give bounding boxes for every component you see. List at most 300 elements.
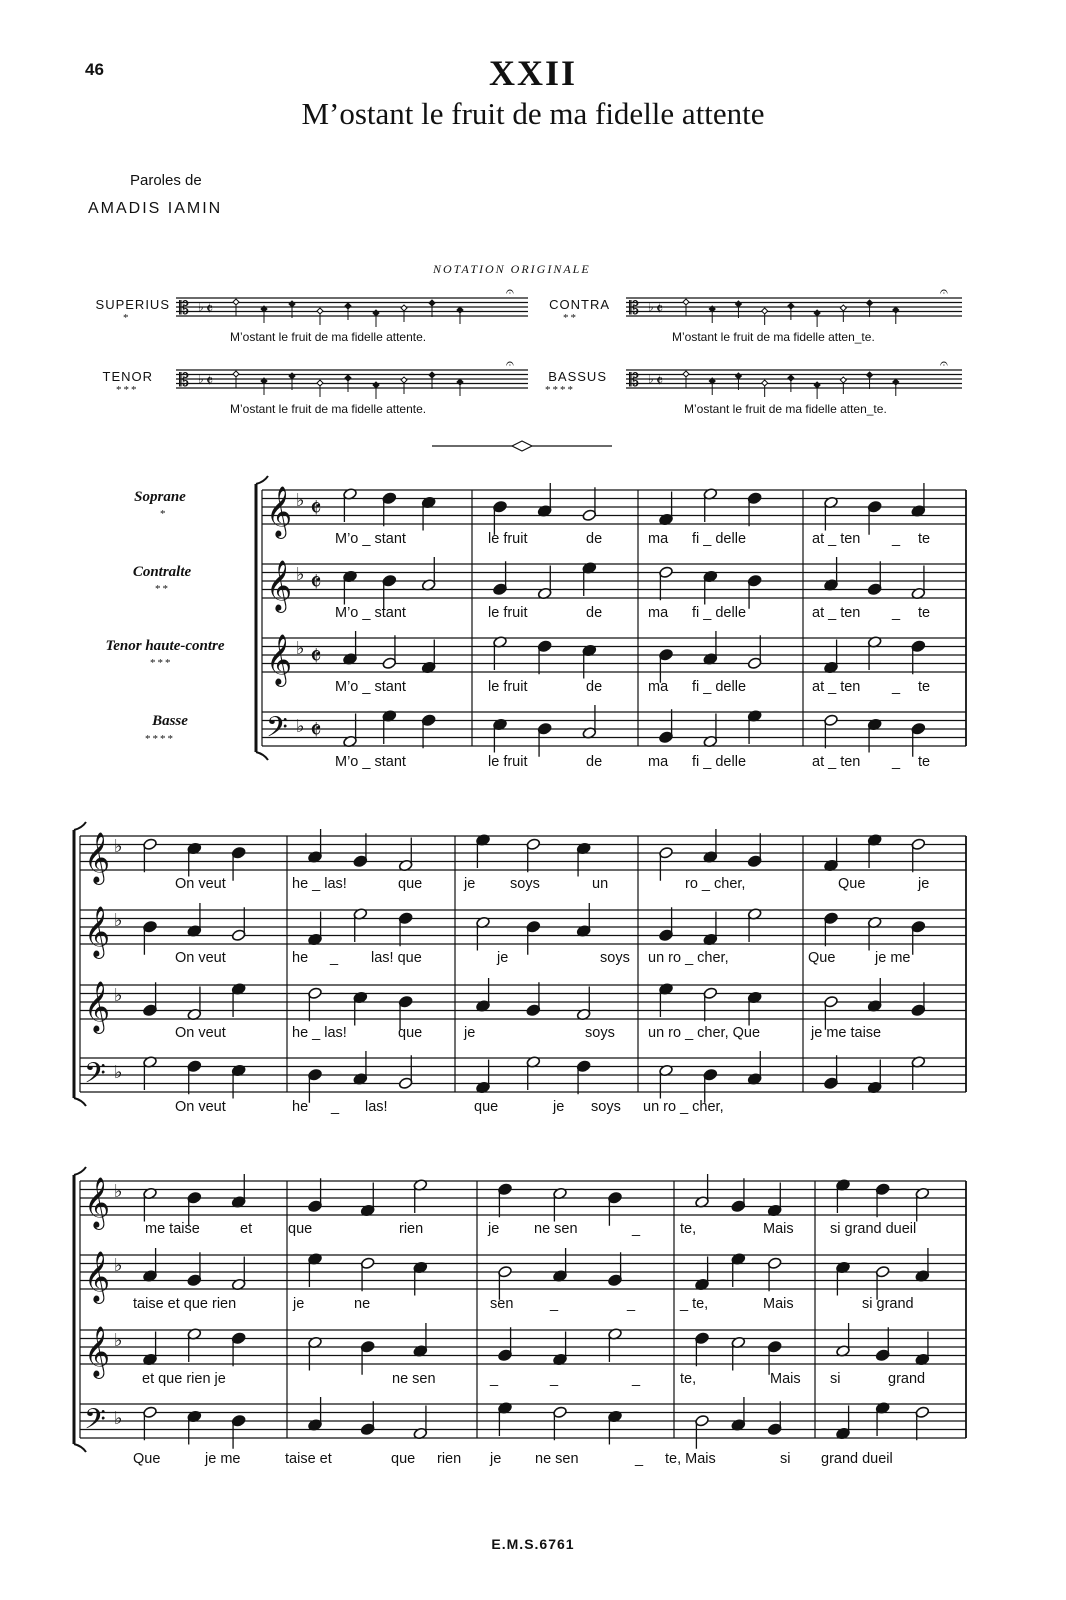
treble-clef-icon: 𝄞 <box>84 906 111 957</box>
note <box>382 710 397 744</box>
flat-icon: ♭ <box>114 1181 123 1202</box>
cut-time-icon: 𝄵 <box>310 716 322 746</box>
mensural-note <box>317 308 323 314</box>
note <box>231 1414 246 1448</box>
note <box>143 838 158 872</box>
note <box>360 1401 375 1435</box>
lyric-s3-v3: _ <box>550 1371 559 1387</box>
note <box>413 1179 428 1213</box>
mensural-note <box>762 308 768 314</box>
system-3-staff-2 <box>80 1255 966 1289</box>
note <box>695 1174 710 1208</box>
note <box>659 492 674 526</box>
note <box>703 488 718 522</box>
cut-time-icon: 𝄵 <box>310 568 322 598</box>
note <box>421 714 436 748</box>
lyric-s1-v2: _ <box>892 605 901 621</box>
note <box>576 1060 591 1094</box>
note <box>308 912 323 946</box>
note <box>747 991 762 1025</box>
bracket-hook-top <box>74 1167 86 1175</box>
note <box>493 718 508 752</box>
lyric-s3-v3: grand <box>888 1371 926 1387</box>
note <box>231 846 246 880</box>
note <box>308 829 323 863</box>
lyric-s1-v3: de <box>586 679 603 695</box>
note <box>767 1340 782 1374</box>
lyric-s1-v4: at _ ten <box>812 754 861 770</box>
cut-time-icon: 𝄵 <box>206 371 214 390</box>
note <box>143 1056 158 1090</box>
orig-lyric-bassus: M’ostant le fruit de ma fidelle atten_te. <box>684 402 887 416</box>
note <box>187 1252 202 1286</box>
note <box>143 982 158 1016</box>
note <box>343 570 358 604</box>
note <box>553 1332 568 1366</box>
note <box>231 1064 246 1098</box>
voice-contralte-mark: ** <box>155 583 170 595</box>
flat-icon: ♭ <box>114 1330 123 1351</box>
note <box>824 1055 839 1089</box>
lyric-s3-v4: te, Mais <box>665 1451 716 1467</box>
note <box>867 636 882 670</box>
lyric-s3-v3: ne sen <box>392 1371 436 1387</box>
lyric-s1-v2: le fruit <box>488 605 528 621</box>
note <box>747 1051 762 1085</box>
mensural-note <box>233 371 239 377</box>
lyric-s3-v1: que <box>288 1221 313 1237</box>
bass-clef-icon: 𝄢 <box>266 711 288 751</box>
note <box>537 566 552 600</box>
lyric-s3-v3: _ <box>632 1371 641 1387</box>
lyric-s3-v3: et que rien je <box>142 1371 226 1387</box>
note <box>695 1257 710 1291</box>
lyric-s3-v1: Mais <box>763 1221 794 1237</box>
flat-icon: ♭ <box>114 1062 123 1083</box>
bass-clef-icon: 𝄢 <box>84 1403 106 1443</box>
note <box>731 1336 746 1370</box>
lyric-s1-v4: de <box>586 754 603 770</box>
voice-tenor-haute-contre-mark: *** <box>150 657 173 669</box>
note <box>360 1340 375 1374</box>
lyric-s2-v4: las! <box>365 1099 388 1115</box>
orig-voice-superius: SUPERIUS <box>95 297 170 312</box>
lyric-s2-v3: que <box>398 1025 423 1041</box>
lyric-s1-v1: de <box>586 531 603 547</box>
lyric-s2-v3: soys <box>585 1025 615 1041</box>
note <box>143 1248 158 1282</box>
note <box>875 1402 890 1436</box>
note <box>824 912 839 946</box>
lyric-s2-v2: je me <box>875 950 911 966</box>
flat-icon: ♭ <box>198 372 204 386</box>
mensural-note <box>762 380 768 386</box>
lyric-s2-v4: soys <box>591 1099 621 1115</box>
lyric-s2-v2: _ <box>330 950 339 966</box>
note <box>867 978 882 1012</box>
note <box>382 635 397 669</box>
note <box>537 640 552 674</box>
lyric-s1-v3: te <box>918 679 931 695</box>
orig-lyric-tenor: M’ostant le fruit de ma fidelle attente. <box>230 402 427 416</box>
note <box>824 714 839 748</box>
note <box>231 983 246 1017</box>
lyric-s3-v2: _ te, <box>680 1296 709 1312</box>
mensural-note <box>345 303 351 309</box>
lyric-s3-v4: ne sen <box>535 1451 579 1467</box>
note <box>747 908 762 942</box>
lyric-s2-v4: un ro _ cher, <box>643 1099 724 1115</box>
note <box>836 1261 851 1295</box>
system-3-staff-1 <box>80 1181 966 1215</box>
orig-voice-bassus: BASSUS <box>548 369 607 384</box>
note <box>353 833 368 867</box>
incipit-contra-staff <box>626 298 962 316</box>
note <box>526 838 541 872</box>
lyric-s1-v4: le fruit <box>488 754 528 770</box>
note <box>526 920 541 954</box>
orig-lyric-superius: M’ostant le fruit de ma fidelle attente. <box>230 330 427 344</box>
mensural-note <box>345 375 351 381</box>
cut-time-icon: 𝄵 <box>310 494 322 524</box>
note <box>731 1178 746 1212</box>
bracket-hook-top <box>256 476 268 484</box>
note <box>836 1179 851 1213</box>
note <box>582 562 597 596</box>
note <box>867 916 882 950</box>
note <box>911 838 926 872</box>
custos-icon: 𝄐 <box>940 356 948 372</box>
lyric-s3-v3: _ <box>490 1371 499 1387</box>
note <box>382 492 397 526</box>
note <box>915 1406 930 1440</box>
note <box>187 1060 202 1094</box>
lyric-s2-v2: las! que <box>371 950 422 966</box>
note <box>659 983 674 1017</box>
note <box>498 1402 513 1436</box>
flat-icon: ♭ <box>648 372 654 386</box>
flat-icon: ♭ <box>296 638 305 659</box>
note <box>911 1056 926 1090</box>
lyric-s3-v1: si grand dueil <box>830 1221 917 1237</box>
lyric-s1-v4: fi _ delle <box>692 754 747 770</box>
lyric-s2-v4: On veut <box>175 1099 226 1115</box>
mensural-note <box>429 300 435 306</box>
lyric-s2-v4: _ <box>331 1099 340 1115</box>
lyric-s3-v4: Que <box>133 1451 161 1467</box>
system-1-staff-3 <box>262 638 966 672</box>
mensural-note <box>788 303 794 309</box>
note <box>360 1183 375 1217</box>
lyric-s3-v4: je me <box>205 1451 241 1467</box>
mensural-note <box>867 372 873 378</box>
lyric-s3-v4: _ <box>635 1451 644 1467</box>
lyric-s2-v1: On veut <box>175 876 226 892</box>
note <box>767 1183 782 1217</box>
lyric-s2-v2: soys <box>600 950 630 966</box>
note <box>308 1178 323 1212</box>
custos-icon: 𝄐 <box>506 284 514 300</box>
note <box>187 1328 202 1362</box>
note <box>308 1253 323 1287</box>
lyric-s1-v3: ma <box>648 679 669 695</box>
treble-clef-icon: 𝄞 <box>266 634 293 685</box>
note <box>836 1406 851 1440</box>
note <box>398 1055 413 1089</box>
lyric-s2-v4: he <box>292 1099 309 1115</box>
flat-icon: ♭ <box>114 985 123 1006</box>
lyric-s1-v1: fi _ delle <box>692 531 747 547</box>
lyric-s1-v1: te <box>918 531 931 547</box>
lyric-s2-v1: je <box>464 876 476 892</box>
note <box>867 1060 882 1094</box>
credit-label: Paroles de <box>130 172 202 189</box>
note <box>695 1332 710 1366</box>
mensural-note <box>429 372 435 378</box>
flat-icon: ♭ <box>114 1255 123 1276</box>
note <box>308 1336 323 1370</box>
system-1-staff-2 <box>262 564 966 598</box>
note <box>187 903 202 937</box>
note <box>526 1056 541 1090</box>
mensural-note <box>683 299 689 305</box>
flat-icon: ♭ <box>648 300 654 314</box>
flat-icon: ♭ <box>114 910 123 931</box>
note <box>824 640 839 674</box>
notation-label: NOTATION ORIGINALE <box>433 262 591 276</box>
lyric-s3-v2: si grand <box>862 1296 914 1312</box>
lyric-s3-v2: Mais <box>763 1296 794 1312</box>
note <box>553 1406 568 1440</box>
note <box>703 570 718 604</box>
cut-time-icon: 𝄵 <box>656 299 664 318</box>
note <box>659 709 674 743</box>
note <box>582 644 597 678</box>
note <box>187 842 202 876</box>
lyric-s3-v1: me taise <box>145 1221 200 1237</box>
note <box>824 557 839 591</box>
note <box>231 1332 246 1366</box>
lyric-s3-v1: je <box>488 1221 500 1237</box>
lyric-s3-v2: sen <box>490 1296 514 1312</box>
note <box>476 834 491 868</box>
note <box>353 908 368 942</box>
divider-diamond <box>512 441 532 451</box>
note <box>353 991 368 1025</box>
treble-clef-icon: 𝄞 <box>84 1326 111 1377</box>
lyric-s1-v1: _ <box>892 531 901 547</box>
lyric-s1-v3: at _ ten <box>812 679 861 695</box>
note <box>836 1323 851 1357</box>
incipit-bassus-staff <box>626 370 962 388</box>
bracket-hook-top <box>74 822 86 830</box>
c-clef-icon: 𝄡 <box>179 370 190 391</box>
note <box>695 1414 710 1448</box>
note <box>231 907 246 941</box>
note <box>659 566 674 600</box>
treble-clef-icon: 𝄞 <box>84 832 111 883</box>
lyric-s2-v1: soys <box>510 876 540 892</box>
note <box>343 631 358 665</box>
lyric-s2-v2: Que <box>808 950 836 966</box>
lyric-s1-v1: le fruit <box>488 531 528 547</box>
flat-icon: ♭ <box>296 564 305 585</box>
note <box>747 635 762 669</box>
system-3-staff-3 <box>80 1330 966 1364</box>
lyric-s1-v1: at _ ten <box>812 531 861 547</box>
system-1-staff-1 <box>262 490 966 524</box>
lyric-s3-v4: taise et <box>285 1451 332 1467</box>
voice-basse: Basse <box>152 713 188 729</box>
lyric-s1-v4: ma <box>648 754 669 770</box>
lyric-s2-v2: un ro _ cher, <box>648 950 729 966</box>
note <box>553 1248 568 1282</box>
mensural-note <box>867 300 873 306</box>
note <box>576 842 591 876</box>
orig-voice-tenor-mark: *** <box>116 384 139 396</box>
note <box>703 631 718 665</box>
treble-clef-icon: 𝄞 <box>266 486 293 537</box>
publisher-catalog-number: E.M.S.6761 <box>491 1536 575 1552</box>
lyric-s3-v2: _ <box>550 1296 559 1312</box>
note <box>143 1187 158 1221</box>
note <box>911 566 926 600</box>
c-clef-icon: 𝄡 <box>629 370 640 391</box>
piece-title: M’ostant le fruit de ma fidelle attente <box>301 96 765 131</box>
voice-tenor-haute-contre: Tenor haute-contre <box>105 638 225 654</box>
note <box>413 1261 428 1295</box>
note <box>553 1187 568 1221</box>
lyric-s3-v3: te, <box>680 1371 697 1387</box>
note <box>143 1332 158 1366</box>
note <box>421 640 436 674</box>
lyric-s1-v4: _ <box>892 754 901 770</box>
note <box>537 483 552 517</box>
voice-soprane: Soprane <box>134 489 186 505</box>
note <box>747 710 762 744</box>
note <box>703 714 718 748</box>
note <box>731 1253 746 1287</box>
flat-icon: ♭ <box>296 716 305 737</box>
note <box>498 1183 513 1217</box>
note <box>875 1265 890 1299</box>
orig-lyric-contra: M’ostant le fruit de ma fidelle atten_te. <box>672 330 875 344</box>
treble-clef-icon: 𝄞 <box>84 981 111 1032</box>
treble-clef-icon: 𝄞 <box>266 560 293 611</box>
note <box>731 1397 746 1431</box>
lyric-s1-v3: _ <box>892 679 901 695</box>
lyric-s3-v4: je <box>490 1451 502 1467</box>
page-number: 46 <box>85 60 104 79</box>
lyric-s1-v2: at _ ten <box>812 605 861 621</box>
lyric-s1-v3: le fruit <box>488 679 528 695</box>
note <box>911 982 926 1016</box>
note <box>493 500 508 534</box>
note <box>476 1060 491 1094</box>
lyric-s1-v4: M’o _ stant <box>335 754 406 770</box>
note <box>659 846 674 880</box>
lyric-s2-v3: un ro _ cher, Que <box>648 1025 761 1041</box>
lyric-s1-v2: ma <box>648 605 669 621</box>
note <box>875 1327 890 1361</box>
lyric-s2-v3: je <box>464 1025 476 1041</box>
note <box>231 1257 246 1291</box>
bracket-hook-bottom <box>74 1098 86 1106</box>
voice-basse-mark: **** <box>145 733 175 745</box>
note <box>608 1191 623 1225</box>
note <box>187 987 202 1021</box>
mensural-note <box>788 375 794 381</box>
orig-voice-bassus-mark: **** <box>545 384 575 396</box>
lyric-s1-v2: te <box>918 605 931 621</box>
lyric-s3-v1: ne sen <box>534 1221 578 1237</box>
lyric-s3-v2: taise et que rien <box>133 1296 237 1312</box>
lyric-s2-v3: On veut <box>175 1025 226 1041</box>
lyric-s2-v1: Que <box>838 876 866 892</box>
note <box>608 1410 623 1444</box>
note <box>824 496 839 530</box>
lyric-s1-v3: M’o _ stant <box>335 679 406 695</box>
note <box>875 1183 890 1217</box>
note <box>308 1068 323 1102</box>
piece-number: XXII <box>488 53 577 93</box>
cut-time-icon: 𝄵 <box>310 642 322 672</box>
lyric-s2-v2: he <box>292 950 309 966</box>
note <box>608 1328 623 1362</box>
note <box>353 1051 368 1085</box>
flat-icon: ♭ <box>114 836 123 857</box>
lyric-s1-v2: M’o _ stant <box>335 605 406 621</box>
note <box>343 488 358 522</box>
note <box>915 1187 930 1221</box>
mensural-note <box>401 377 407 383</box>
credit-author: AMADIS IAMIN <box>88 200 223 217</box>
lyric-s3-v4: rien <box>437 1451 462 1467</box>
note <box>308 1397 323 1431</box>
lyric-s3-v2: _ <box>627 1296 636 1312</box>
bracket-hook-bottom <box>74 1444 86 1452</box>
lyric-s1-v2: fi _ delle <box>692 605 747 621</box>
note <box>703 987 718 1021</box>
note <box>767 1401 782 1435</box>
note <box>659 1064 674 1098</box>
lyric-s3-v4: si <box>780 1451 791 1467</box>
note <box>398 912 413 946</box>
incipit-superius-staff <box>176 298 528 316</box>
lyric-s2-v1: que <box>398 876 423 892</box>
lyric-s2-v3: he _ las! <box>292 1025 347 1041</box>
note <box>911 920 926 954</box>
note <box>143 920 158 954</box>
note <box>608 1252 623 1286</box>
note <box>398 838 413 872</box>
orig-voice-superius-mark: * <box>123 312 131 324</box>
lyric-s3-v4: que <box>391 1451 416 1467</box>
note <box>767 1257 782 1291</box>
note <box>867 834 882 868</box>
lyric-s3-v3: Mais <box>770 1371 801 1387</box>
note <box>867 500 882 534</box>
note <box>703 912 718 946</box>
note <box>421 557 436 591</box>
note <box>911 722 926 756</box>
note <box>576 987 591 1021</box>
flat-icon: ♭ <box>198 300 204 314</box>
note <box>343 714 358 748</box>
lyric-s3-v2: ne <box>354 1296 371 1312</box>
lyric-s3-v1: et <box>240 1221 253 1237</box>
lyric-s3-v1: rien <box>399 1221 424 1237</box>
